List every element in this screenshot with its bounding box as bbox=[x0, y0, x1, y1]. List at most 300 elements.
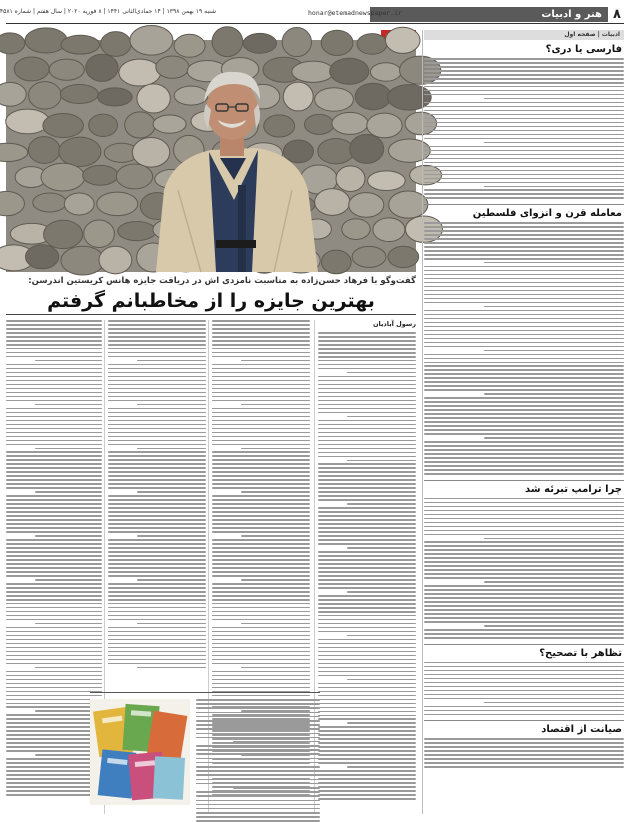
text-line bbox=[318, 483, 416, 485]
text-line bbox=[108, 436, 206, 438]
text-line bbox=[6, 627, 102, 629]
text-line bbox=[6, 400, 102, 402]
text-line bbox=[318, 639, 416, 641]
text-line bbox=[212, 420, 310, 422]
text-line bbox=[6, 631, 102, 633]
wall-stone bbox=[304, 114, 333, 134]
text-line bbox=[424, 557, 624, 559]
text-line bbox=[6, 416, 102, 418]
text-line bbox=[424, 698, 624, 700]
text-line bbox=[424, 150, 624, 152]
text-line bbox=[6, 607, 102, 609]
text-line bbox=[196, 712, 320, 714]
text-line bbox=[6, 420, 102, 422]
text-line bbox=[424, 130, 624, 132]
wall-stone bbox=[243, 33, 276, 53]
text-line bbox=[318, 436, 416, 438]
story-headline: بهترین جایزه را از مخاطبانم گرفتم bbox=[47, 290, 375, 312]
text-line bbox=[318, 575, 416, 577]
text-line bbox=[424, 742, 624, 744]
text-line bbox=[108, 607, 206, 609]
text-line bbox=[424, 373, 624, 375]
text-line bbox=[318, 726, 416, 728]
text-line bbox=[212, 671, 310, 673]
text-line bbox=[424, 110, 624, 112]
text-line bbox=[6, 738, 102, 740]
text-line bbox=[108, 487, 206, 489]
text-line bbox=[6, 551, 102, 553]
text-line bbox=[196, 791, 320, 793]
wall-stone bbox=[174, 86, 208, 105]
text-line bbox=[108, 567, 206, 569]
wall-stone bbox=[315, 88, 354, 112]
text-line bbox=[212, 356, 310, 358]
text-line bbox=[424, 82, 624, 84]
wall-stone bbox=[28, 137, 60, 164]
wall-stone bbox=[44, 220, 83, 248]
text-line bbox=[212, 599, 310, 601]
text-line bbox=[212, 571, 310, 573]
text-line bbox=[424, 286, 624, 288]
text-line bbox=[108, 479, 206, 481]
text-line bbox=[6, 459, 102, 461]
text-line bbox=[108, 555, 206, 557]
text-line bbox=[212, 487, 310, 489]
text-line bbox=[137, 491, 206, 493]
text-line bbox=[318, 444, 416, 446]
text-line bbox=[241, 448, 310, 450]
book-inset bbox=[90, 692, 320, 810]
portrait-photo bbox=[6, 40, 416, 272]
text-line bbox=[484, 306, 624, 308]
text-line bbox=[6, 571, 102, 573]
text-line bbox=[212, 344, 310, 346]
text-line bbox=[108, 511, 206, 513]
text-line bbox=[424, 118, 624, 120]
text-line bbox=[424, 617, 624, 619]
text-line bbox=[347, 503, 416, 505]
text-line bbox=[108, 392, 206, 394]
text-line bbox=[6, 595, 102, 597]
text-line bbox=[318, 607, 416, 609]
text-line bbox=[424, 573, 624, 575]
text-line bbox=[424, 465, 624, 467]
text-line bbox=[318, 603, 416, 605]
wall-stone bbox=[14, 57, 49, 81]
text-line bbox=[318, 360, 416, 362]
wall-stone bbox=[101, 32, 132, 57]
text-line bbox=[318, 675, 416, 677]
text-line bbox=[196, 758, 320, 760]
wall-stone bbox=[83, 165, 118, 185]
text-line bbox=[424, 498, 624, 500]
text-line bbox=[424, 182, 624, 184]
text-line bbox=[6, 762, 102, 764]
text-line bbox=[424, 565, 624, 567]
wall-stone bbox=[61, 246, 104, 275]
text-line bbox=[108, 527, 206, 529]
wall-stone bbox=[137, 84, 170, 113]
text-line bbox=[424, 534, 624, 536]
text-line bbox=[424, 326, 624, 328]
text-line bbox=[6, 455, 102, 457]
wall-stone bbox=[282, 28, 311, 57]
text-line bbox=[108, 332, 206, 334]
text-line bbox=[108, 428, 206, 430]
story-column-1-text bbox=[318, 332, 416, 800]
wall-stone bbox=[6, 109, 50, 134]
text-line bbox=[424, 174, 624, 176]
text-line bbox=[108, 563, 206, 565]
text-line bbox=[424, 362, 624, 364]
article-divider bbox=[424, 644, 624, 645]
text-line bbox=[212, 408, 310, 410]
text-line bbox=[424, 358, 624, 360]
text-line bbox=[318, 754, 416, 756]
text-line bbox=[424, 197, 624, 199]
text-line bbox=[6, 424, 102, 426]
text-line bbox=[6, 328, 102, 330]
text-line bbox=[424, 338, 624, 340]
text-line bbox=[484, 350, 624, 352]
text-line bbox=[212, 432, 310, 434]
text-line bbox=[484, 581, 624, 583]
text-line bbox=[318, 615, 416, 617]
text-line bbox=[212, 428, 310, 430]
text-line bbox=[212, 416, 310, 418]
text-line bbox=[35, 535, 102, 537]
issue-date-line: شنبه ۱۹ بهمن ۱۳۹۸ | ۱۴ جمادی‌الثانی ۱۴۴۱ | ۸ فوریه ۲۰۲۰ | سال هفتم | شماره ۴۵۸۱ bbox=[0, 8, 216, 15]
text-line bbox=[212, 523, 310, 525]
wall-stone bbox=[336, 166, 365, 192]
text-line bbox=[424, 461, 624, 463]
text-line bbox=[318, 380, 416, 382]
text-line bbox=[108, 499, 206, 501]
text-line bbox=[108, 459, 206, 461]
text-line bbox=[196, 724, 320, 726]
text-line bbox=[212, 471, 310, 473]
text-line bbox=[424, 226, 624, 228]
text-line bbox=[424, 754, 624, 756]
text-line bbox=[424, 666, 624, 668]
text-line bbox=[6, 487, 102, 489]
book-inset-caption bbox=[196, 699, 320, 822]
text-line bbox=[108, 340, 206, 342]
text-line bbox=[108, 583, 206, 585]
opinion-article-title: تظاهر با تصحیح؟ bbox=[539, 647, 622, 659]
text-line bbox=[424, 106, 624, 108]
text-line bbox=[424, 158, 624, 160]
text-line bbox=[318, 487, 416, 489]
text-line bbox=[424, 605, 624, 607]
text-line bbox=[318, 786, 416, 788]
text-line bbox=[137, 404, 206, 406]
text-line bbox=[108, 635, 206, 637]
column-divider bbox=[422, 30, 423, 814]
wall-stone bbox=[283, 140, 313, 163]
text-line bbox=[424, 421, 624, 423]
text-line bbox=[108, 396, 206, 398]
text-line bbox=[196, 737, 320, 739]
text-line bbox=[6, 436, 102, 438]
text-line bbox=[212, 575, 310, 577]
wall-stone bbox=[97, 192, 138, 216]
text-line bbox=[347, 416, 416, 418]
text-line bbox=[424, 381, 624, 383]
text-line bbox=[318, 467, 416, 469]
text-line bbox=[6, 559, 102, 561]
text-line bbox=[108, 408, 206, 410]
text-line bbox=[318, 340, 416, 342]
text-line bbox=[318, 687, 416, 689]
text-line bbox=[318, 623, 416, 625]
text-line bbox=[196, 770, 320, 772]
text-line bbox=[318, 587, 416, 589]
text-line bbox=[318, 475, 416, 477]
text-line bbox=[424, 530, 624, 532]
text-line bbox=[212, 495, 310, 497]
text-line bbox=[424, 445, 624, 447]
wall-stone bbox=[64, 193, 94, 215]
text-line bbox=[318, 567, 416, 569]
text-line bbox=[484, 142, 624, 144]
text-line bbox=[318, 663, 416, 665]
text-line bbox=[6, 587, 102, 589]
text-line bbox=[424, 330, 624, 332]
text-line bbox=[212, 388, 310, 390]
section-title: هنر و ادبیات bbox=[370, 7, 608, 22]
text-line bbox=[6, 515, 102, 517]
text-line bbox=[6, 726, 102, 728]
text-line bbox=[318, 667, 416, 669]
text-line bbox=[212, 328, 310, 330]
text-line bbox=[6, 428, 102, 430]
wall-stone bbox=[318, 139, 354, 164]
text-line bbox=[212, 687, 310, 689]
text-line bbox=[196, 703, 320, 705]
text-line bbox=[424, 738, 624, 740]
opinion-article-text bbox=[424, 498, 624, 639]
text-line bbox=[318, 655, 416, 657]
wall-stone bbox=[321, 250, 351, 274]
text-line bbox=[6, 376, 102, 378]
text-line bbox=[108, 364, 206, 366]
text-line bbox=[241, 623, 310, 625]
wall-stone bbox=[357, 34, 387, 55]
text-line bbox=[424, 266, 624, 268]
text-line bbox=[137, 535, 206, 537]
text-line bbox=[108, 599, 206, 601]
text-line bbox=[108, 523, 206, 525]
text-line bbox=[212, 336, 310, 338]
text-line bbox=[6, 575, 102, 577]
text-line bbox=[212, 511, 310, 513]
text-line bbox=[196, 745, 320, 747]
text-line bbox=[212, 527, 310, 529]
text-line bbox=[424, 510, 624, 512]
text-line bbox=[6, 499, 102, 501]
text-line bbox=[6, 392, 102, 394]
text-line bbox=[108, 388, 206, 390]
text-line bbox=[318, 695, 416, 697]
text-line bbox=[108, 575, 206, 577]
text-line bbox=[318, 523, 416, 525]
text-line bbox=[108, 631, 206, 633]
text-line bbox=[424, 473, 624, 475]
text-line bbox=[318, 778, 416, 780]
text-line bbox=[6, 324, 102, 326]
text-line bbox=[318, 396, 416, 398]
text-line bbox=[318, 539, 416, 541]
text-line bbox=[108, 571, 206, 573]
text-line bbox=[424, 589, 624, 591]
text-line bbox=[424, 413, 624, 415]
text-line bbox=[233, 787, 320, 789]
text-line bbox=[6, 778, 102, 780]
text-line bbox=[424, 278, 624, 280]
text-line bbox=[424, 298, 624, 300]
text-line bbox=[6, 380, 102, 382]
text-line bbox=[424, 457, 624, 459]
text-line bbox=[6, 683, 102, 685]
text-line bbox=[212, 531, 310, 533]
text-line bbox=[424, 397, 624, 399]
wall-stone bbox=[342, 219, 370, 240]
text-line bbox=[212, 436, 310, 438]
text-line bbox=[424, 601, 624, 603]
wall-stone bbox=[0, 33, 25, 54]
text-line bbox=[108, 424, 206, 426]
text-line bbox=[318, 647, 416, 649]
text-line bbox=[6, 364, 102, 366]
text-line bbox=[212, 679, 310, 681]
text-line bbox=[318, 352, 416, 354]
text-line bbox=[108, 368, 206, 370]
text-line bbox=[318, 400, 416, 402]
text-line bbox=[424, 322, 624, 324]
text-line bbox=[108, 451, 206, 453]
story-byline: رسول آباديان bbox=[373, 320, 416, 328]
text-line bbox=[318, 750, 416, 752]
text-line bbox=[6, 408, 102, 410]
text-line bbox=[318, 571, 416, 573]
text-line bbox=[212, 683, 310, 685]
wall-stone bbox=[60, 84, 98, 103]
text-line bbox=[424, 522, 624, 524]
text-line bbox=[6, 543, 102, 545]
text-line bbox=[424, 354, 624, 356]
text-line bbox=[347, 722, 416, 724]
text-line bbox=[6, 718, 102, 720]
text-line bbox=[196, 733, 320, 735]
text-line bbox=[318, 715, 416, 717]
text-line bbox=[108, 455, 206, 457]
text-line bbox=[424, 193, 624, 195]
opinion-article-title: صیانت از اقتصاد bbox=[541, 724, 622, 736]
text-line bbox=[108, 551, 206, 553]
text-line bbox=[6, 507, 102, 509]
text-line bbox=[318, 440, 416, 442]
text-line bbox=[318, 452, 416, 454]
text-line bbox=[424, 526, 624, 528]
opinion-article-title: چرا ترامپ تبرئه شد bbox=[525, 483, 622, 495]
text-line bbox=[424, 429, 624, 431]
text-line bbox=[318, 683, 416, 685]
text-line bbox=[318, 519, 416, 521]
text-line bbox=[6, 635, 102, 637]
text-line bbox=[6, 440, 102, 442]
text-line bbox=[318, 559, 416, 561]
text-line bbox=[212, 543, 310, 545]
text-line bbox=[35, 623, 102, 625]
wall-stone bbox=[130, 25, 173, 55]
text-line bbox=[108, 471, 206, 473]
text-line bbox=[137, 579, 206, 581]
text-line bbox=[424, 425, 624, 427]
wall-stone bbox=[118, 222, 156, 241]
text-line bbox=[212, 643, 310, 645]
text-line bbox=[212, 479, 310, 481]
text-line bbox=[108, 372, 206, 374]
text-line bbox=[6, 663, 102, 665]
wall-stone bbox=[28, 82, 61, 109]
text-line bbox=[108, 400, 206, 402]
text-line bbox=[318, 595, 416, 597]
story-subhead: گفت‌وگو با فرهاد حسن‌زاده به مناسبت نامزدی اش در دریافت جایزه هانس کریستین اندرسن: bbox=[28, 276, 416, 286]
text-line bbox=[212, 587, 310, 589]
text-line bbox=[108, 591, 206, 593]
text-line bbox=[6, 412, 102, 414]
wall-stone bbox=[98, 88, 133, 106]
text-line bbox=[212, 595, 310, 597]
text-line bbox=[318, 491, 416, 493]
text-line bbox=[35, 579, 102, 581]
text-line bbox=[212, 364, 310, 366]
text-line bbox=[212, 455, 310, 457]
wall-stone bbox=[125, 112, 155, 138]
text-line bbox=[6, 734, 102, 736]
text-line bbox=[424, 593, 624, 595]
text-line bbox=[108, 376, 206, 378]
text-line bbox=[484, 625, 624, 627]
text-line bbox=[318, 718, 416, 720]
text-line bbox=[241, 404, 310, 406]
text-line bbox=[318, 495, 416, 497]
text-line bbox=[318, 404, 416, 406]
text-line bbox=[6, 699, 102, 701]
wall-stone bbox=[84, 220, 115, 248]
text-line bbox=[212, 603, 310, 605]
text-line bbox=[6, 479, 102, 481]
text-line bbox=[6, 352, 102, 354]
text-line bbox=[108, 420, 206, 422]
text-line bbox=[318, 368, 416, 370]
text-line bbox=[6, 396, 102, 398]
text-line bbox=[424, 577, 624, 579]
text-line bbox=[347, 460, 416, 462]
opinion-column bbox=[424, 30, 624, 814]
text-line bbox=[318, 428, 416, 430]
text-line bbox=[424, 318, 624, 320]
text-line bbox=[6, 746, 102, 748]
text-line bbox=[212, 451, 310, 453]
text-line bbox=[424, 405, 624, 407]
text-line bbox=[6, 790, 102, 792]
wall-stone bbox=[99, 246, 132, 274]
text-line bbox=[212, 424, 310, 426]
text-line bbox=[424, 282, 624, 284]
text-line bbox=[6, 444, 102, 446]
